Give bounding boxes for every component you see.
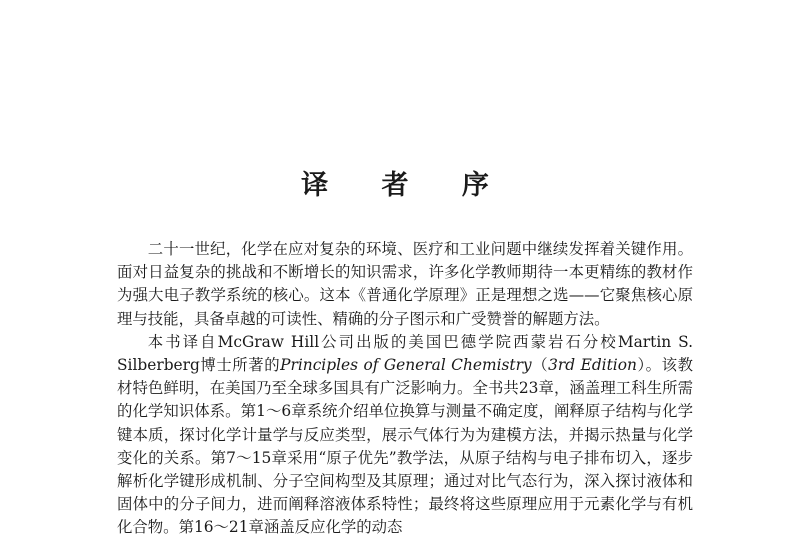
body-text — [117, 238, 693, 540]
paragraph-2-intro: 本书译自McGraw Hill公司出版的美国巴德学院西蒙岩石分校Martin S. Silberberg博士所著的 — [117, 332, 693, 375]
paragraph-1-text: 二十一世纪，化学在应对复杂的环境、医疗和工业问题中继续发挥着关键作用。面对日益复杂的挑战和不断增长的知识需求，许多化学教师期待一本更精练的教材作为强大电子教学系统的核心。这本《普通化学原理》正是理想之选——它聚焦核心原理与技能，具备卓越的可读性、精确的分子图示和广受赞誉的解题方法。 — [117, 240, 693, 328]
paragraph-1 — [117, 238, 693, 331]
page-title: 译 者 序 — [301, 170, 511, 201]
edition: 3rd Edition — [548, 356, 637, 375]
book-title: Principles of General Chemistry — [280, 356, 532, 375]
paragraph-2-body: ）。该教材特色鲜明，在美国乃至全球多国具有广泛影响力。全书共23章，涵盖理工科生所需的化学知识体系。第1～6章系统介绍单位换算与测量不确定度，阐释原子结构与化学键本质，探讨化学计量学与反应类型，展示气体行为为建模方法，并揭示热量与化学变化的关系。第7～15章采用“原子优先”教学法，从原子结构与电子排布切入，逐步解析化学键形成机制、分子空间构型及其原理；通过对比气态行为，深入探讨液体和固体中的分子间力，进而阐释溶液体系特性；最终将这些原理应用于元素化学与有机化合物。第16～21章涵盖反应化学的动态 — [117, 356, 693, 537]
paren-open: （ — [531, 356, 549, 375]
paragraph-2 — [117, 331, 693, 540]
